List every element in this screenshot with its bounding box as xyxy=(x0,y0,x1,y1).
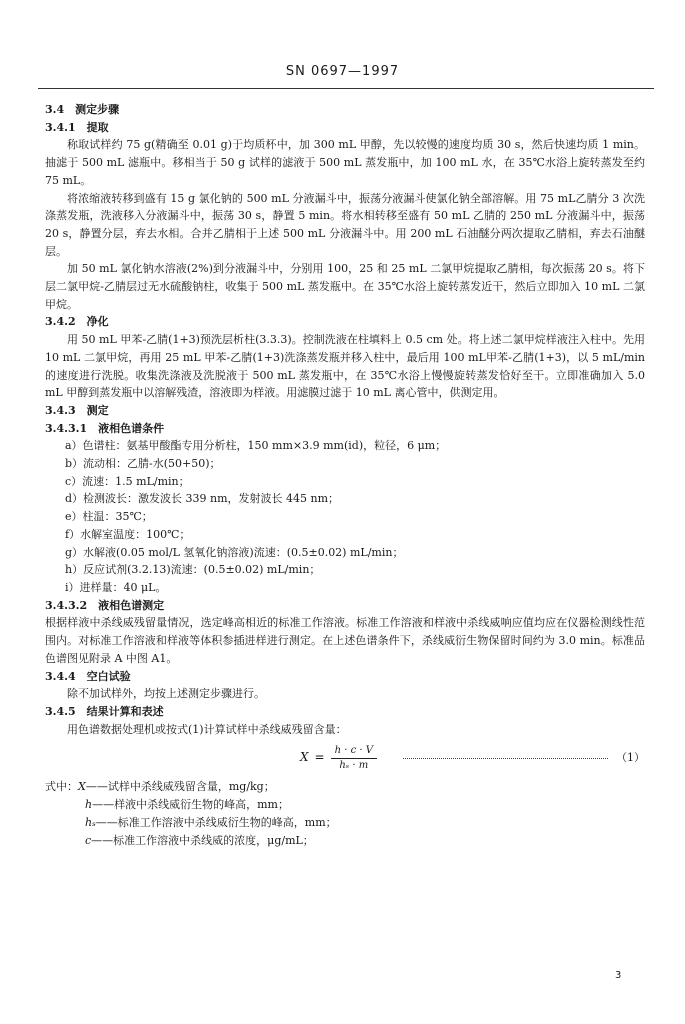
section-heading-3-4-3: 3.4.3 测定 xyxy=(45,403,109,417)
paragraph: 用色谱数据处理机或按式(1)计算试样中杀线威残留含量： xyxy=(67,722,347,736)
equation-numerator: h · c · V xyxy=(331,744,377,759)
definition-row xyxy=(45,814,645,832)
paragraph: 加 50 mL 氯化钠水溶液(2%)到分液漏斗中，分别用 100，25 和 25 mL 二氯甲烷提取乙腈相，每次振荡 20 s。将下层二氯甲烷-乙腈层过无水硫酸钠柱，收集于 500 mL 蒸发瓶中。在 35℃水浴上旋转蒸发近干，然后立即加入 10 mL 二氯甲烷。 xyxy=(45,262,645,311)
definition-text: ——标准工作溶液中杀线威的浓度，μg/mL； xyxy=(91,834,314,848)
leader-dots xyxy=(403,757,608,759)
list-item: e）柱温：35℃； xyxy=(65,510,153,524)
definition-text: ——样液中杀线威衍生物的峰高，mm； xyxy=(92,798,289,812)
definitions-lead: 式中： xyxy=(45,780,78,794)
equation-fraction xyxy=(331,744,377,773)
definition-row xyxy=(45,778,645,796)
paragraph: 将浓缩液转移到盛有 15 g 氯化钠的 500 mL 分液漏斗中，振荡分液漏斗使氯化钠全部溶解。用 75 mL乙腈分 3 次洗涤蒸发瓶，洗液移入分液漏斗中，振荡 30 s，静置 5 min。将水相转移至盛有 50 mL 乙腈的 250 mL 分液漏斗中，振荡 20 s，静置分层，弃去水相。合并乙腈相于上述 500 mL 分液漏斗中。用 200 mL 石油醚分两次提取乙腈相，弃去石油醚层。 xyxy=(45,191,645,258)
section-heading-3-4-3-1: 3.4.3.1 液相色谱条件 xyxy=(45,421,165,435)
definition-symbol: h xyxy=(85,798,93,812)
list-item: h）反应试剂(3.2.13)流速：(0.5±0.02) mL/min； xyxy=(65,563,321,577)
list-item: g）水解液(0.05 mol/L 氢氧化钠溶液)流速：(0.5±0.02) mL/min； xyxy=(65,545,404,559)
section-heading-3-4-1: 3.4.1 提取 xyxy=(45,120,109,134)
list-item: i）进样量：40 μL。 xyxy=(65,580,167,594)
section-heading-3-4-4: 3.4.4 空白试验 xyxy=(45,669,131,683)
equation-1 xyxy=(45,740,645,776)
definition-symbol: hₛ xyxy=(85,816,96,830)
equation-lhs: X xyxy=(300,750,309,765)
equation-equals: = xyxy=(314,750,325,765)
definition-text: ——试样中杀线威残留含量，mg/kg； xyxy=(85,780,275,794)
document-header: SN 0697—1997 xyxy=(285,64,400,79)
section-heading-3-4: 3.4 测定步骤 xyxy=(45,103,120,116)
paragraph: 除不加试样外，均按上述测定步骤进行。 xyxy=(67,687,265,701)
definition-text: ——标准工作溶液中杀线威衍生物的峰高，mm； xyxy=(95,816,337,830)
list-item: c）流速：1.5 mL/min； xyxy=(65,474,190,488)
page-number: 3 xyxy=(615,970,622,981)
definition-symbol: X xyxy=(78,780,86,794)
section-heading-3-4-5: 3.4.5 结果计算和表述 xyxy=(45,704,164,718)
list-item: b）流动相：乙腈-水(50+50)； xyxy=(65,457,221,471)
paragraph: 称取试样约 75 g(精确至 0.01 g)于均质杯中，加 300 mL 甲醇，先以较慢的速度均质 30 s，然后快速均质 1 min。抽滤于 500 mL 滤瓶中。移相当于 50 g 试样的滤液于 500 mL 蒸发瓶中，加 100 mL 水，在 35℃水浴上旋转蒸发至约 75 mL。 xyxy=(45,138,645,187)
list-item: d）检测波长：激发波长 339 nm，发射波长 445 nm； xyxy=(65,492,340,506)
document-body xyxy=(45,101,645,850)
equation-number: （1） xyxy=(616,751,645,765)
variable-definitions xyxy=(45,778,645,850)
section-heading-3-4-3-2: 3.4.3.2 液相色谱测定 xyxy=(45,598,165,612)
equation-denominator: hₛ · m xyxy=(339,759,369,771)
definition-row xyxy=(45,832,645,850)
definition-symbol: c xyxy=(85,834,92,848)
header-rule xyxy=(38,88,654,89)
paragraph: 根据样液中杀线威残留量情况，选定峰高相近的标准工作溶液。标准工作溶液和样液中杀线威响应值均应在仪器检测线性范围内。对标准工作溶液和样液等体积参插进样进行测定。在上述色谱条件下，杀线威衍生物保留时间约为 3.0 min。标准品色谱图见附录 A 中图 A1。 xyxy=(45,616,645,665)
definition-row xyxy=(45,796,645,814)
section-heading-3-4-2: 3.4.2 净化 xyxy=(45,315,109,329)
list-item: a）色谱柱：氨基甲酸酯专用分析柱，150 mm×3.9 mm(id)，粒径，6 μm； xyxy=(65,439,447,453)
paragraph: 用 50 mL 甲苯-乙腈(1+3)预洗层析柱(3.3.3)。控制洗液在柱填料上 0.5 cm 处。将上述二氯甲烷样液注入柱中。先用 10 mL 二氯甲烷，再用 25 mL 甲苯-乙腈(1+3)洗涤蒸发瓶并移入柱中，最后用 100 mL甲苯-乙腈(1+3)，以 5 mL/min 的速度进行洗脱。收集洗涤液及洗脱液于 500 mL 蒸发瓶中，在 35℃水浴上慢慢旋转蒸发恰好至干。立即准确加入 5.0 mL 甲醇到蒸发瓶中以溶解残渣，溶液即为样液。用滤膜过滤于 10 mL 离心管中，供测定用。 xyxy=(45,333,645,400)
list-item: f）水解室温度：100℃； xyxy=(65,527,191,541)
